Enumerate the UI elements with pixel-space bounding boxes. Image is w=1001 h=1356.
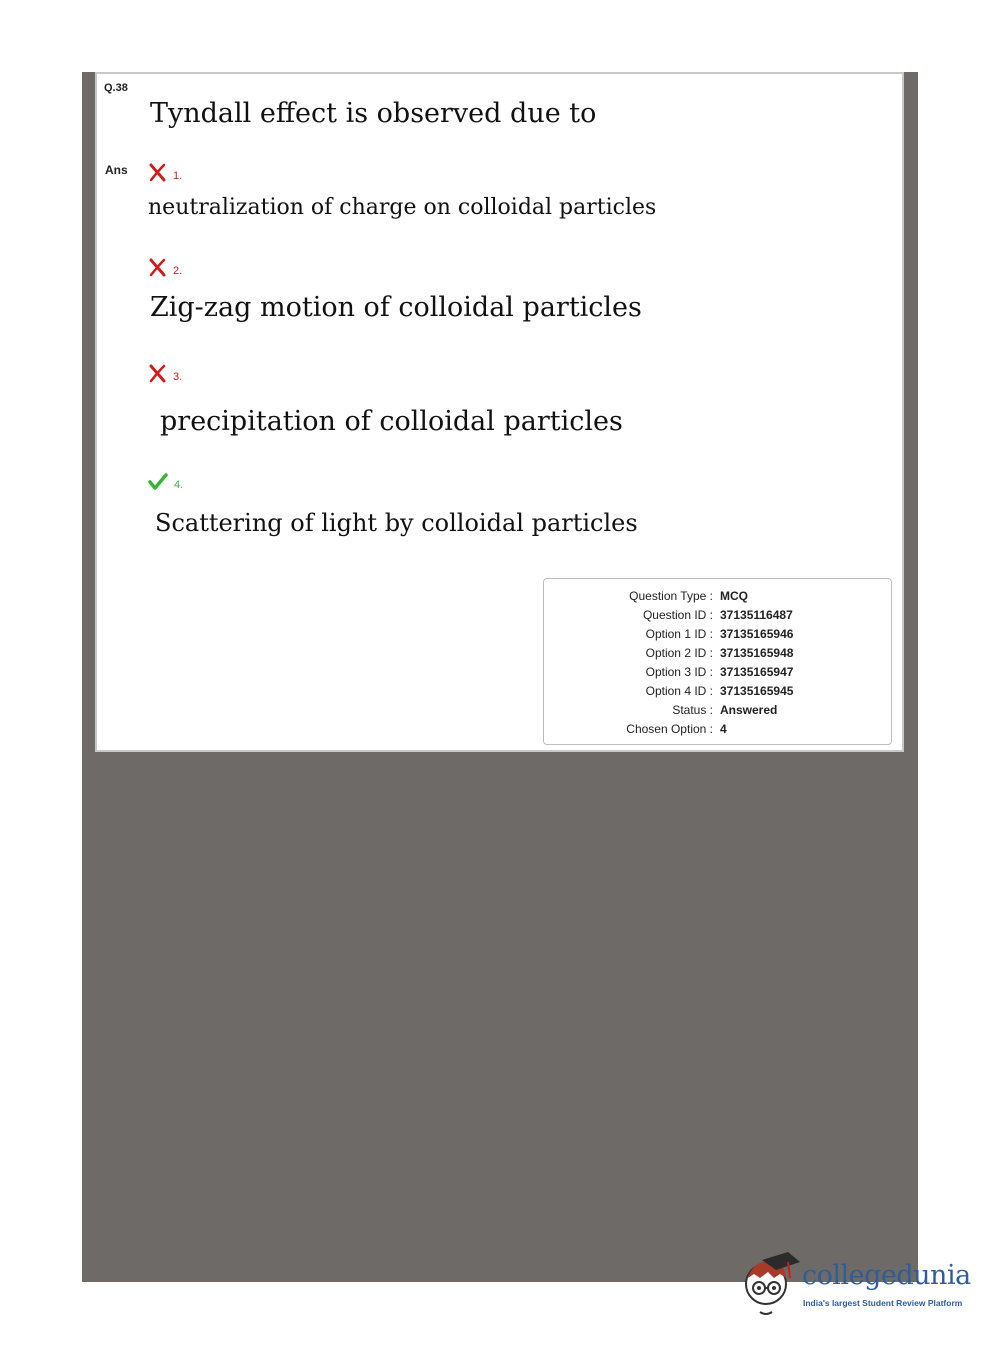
option-2-marker bbox=[148, 258, 182, 277]
question-number: Q.38 bbox=[104, 82, 128, 94]
option-2-number: 2. bbox=[173, 265, 183, 277]
info-value: 4 bbox=[720, 722, 727, 736]
cross-mark-icon bbox=[148, 163, 167, 182]
info-value: 37135165945 bbox=[720, 684, 794, 698]
info-value: MCQ bbox=[720, 589, 748, 603]
cross-mark-icon bbox=[148, 258, 167, 277]
info-value: Answered bbox=[720, 703, 778, 717]
info-row bbox=[544, 722, 891, 741]
info-row bbox=[544, 684, 891, 703]
info-row bbox=[544, 608, 891, 627]
option-3-text: precipitation of colloidal particles bbox=[160, 406, 623, 437]
info-row bbox=[544, 703, 891, 722]
info-value: 37135165948 bbox=[720, 646, 794, 660]
collegedunia-logo bbox=[740, 1248, 980, 1318]
info-row bbox=[544, 589, 891, 608]
info-value: 37135116487 bbox=[720, 608, 793, 622]
info-key: Option 4 ID : bbox=[645, 684, 713, 698]
option-1-number: 1. bbox=[173, 170, 183, 182]
option-4-marker bbox=[148, 472, 183, 491]
info-row bbox=[544, 665, 891, 684]
info-key: Option 1 ID : bbox=[645, 627, 713, 641]
option-1-marker bbox=[148, 163, 182, 182]
cross-mark-icon bbox=[148, 364, 167, 383]
option-3-number: 3. bbox=[173, 371, 183, 383]
logo-tagline: India's largest Student Review Platform bbox=[803, 1298, 963, 1308]
info-value: 37135165946 bbox=[720, 627, 794, 641]
info-key: Status : bbox=[672, 703, 713, 717]
option-2-text: Zig-zag motion of colloidal particles bbox=[150, 292, 642, 323]
answer-label: Ans bbox=[105, 163, 128, 177]
info-row bbox=[544, 627, 891, 646]
check-mark-icon bbox=[148, 472, 168, 491]
option-4-text: Scattering of light by colloidal particles bbox=[155, 509, 638, 537]
info-key: Question ID : bbox=[642, 608, 713, 622]
info-row bbox=[544, 646, 891, 665]
mascot-icon bbox=[740, 1248, 802, 1318]
info-key: Option 3 ID : bbox=[645, 665, 713, 679]
option-1-text: neutralization of charge on colloidal particles bbox=[148, 195, 657, 220]
info-key: Option 2 ID : bbox=[645, 646, 713, 660]
option-3-marker bbox=[148, 364, 182, 383]
question-info-box bbox=[543, 578, 892, 745]
info-value: 37135165947 bbox=[720, 665, 794, 679]
option-4-number: 4. bbox=[174, 479, 184, 491]
question-text: Tyndall effect is observed due to bbox=[150, 98, 597, 129]
logo-wordmark: collegedunia bbox=[802, 1260, 971, 1291]
info-key: Chosen Option : bbox=[626, 722, 713, 736]
info-key: Question Type : bbox=[629, 589, 713, 603]
